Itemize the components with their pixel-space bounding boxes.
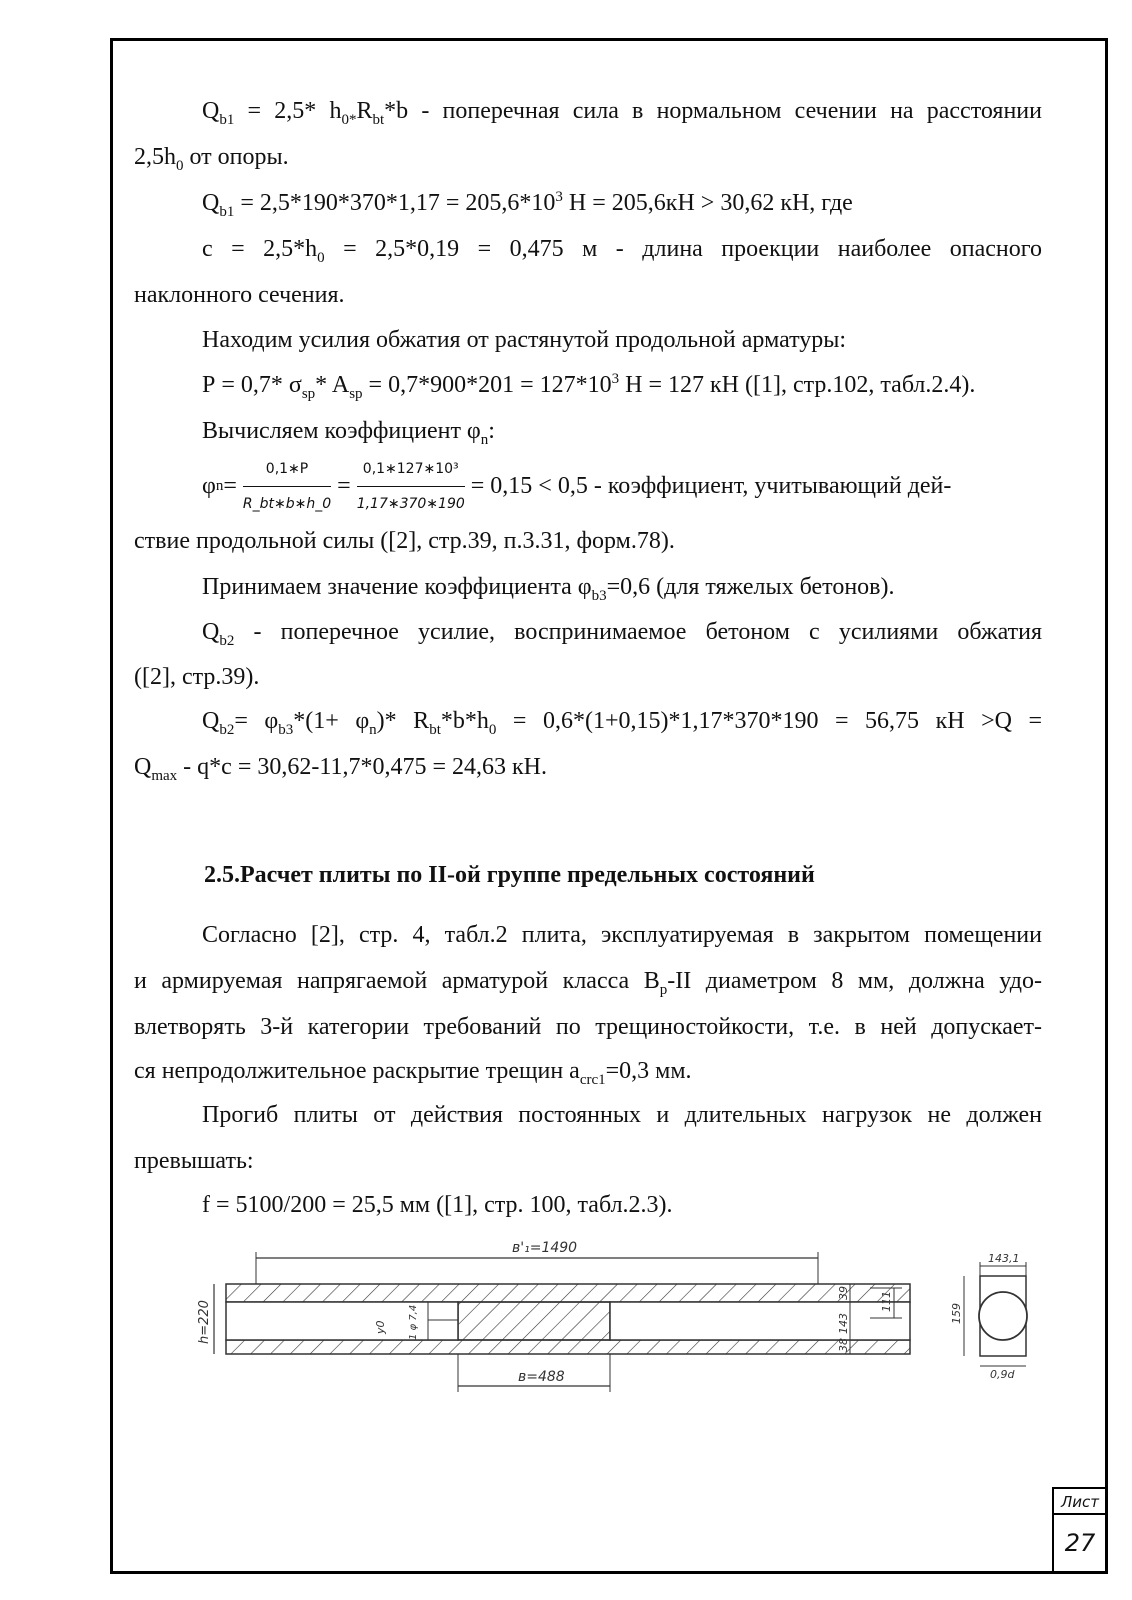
line3-cont: наклонного сечения. (134, 282, 345, 308)
section-heading: 2.5.Расчет плиты по II-ой группе предельных состояний (204, 862, 815, 888)
dim-w1: 1 φ 7,4 (408, 1304, 419, 1340)
top-flange (226, 1284, 910, 1302)
line6: Вычисляем коэффициент $\varphi_n$: (202, 418, 495, 448)
dim-143: 143 (837, 1313, 850, 1334)
line10: $Q_{b2}= \varphi_{b3}*(1+ \varphi_n)*$ $R_{bt}*b*h_0 = 0,6*(1+0,15)*1,17*370*190 = 56,75$ кН >Q = (202, 708, 1043, 738)
web (458, 1302, 610, 1340)
line4: Находим усилия обжатия от растянутой продольной арматуры: (202, 327, 847, 353)
para2-line3: влетворять 3-й категории требований по трещиностойкости, т.е. в ней допускает- (134, 1014, 1042, 1040)
para1-line1: $Q_{b1} = 2,5*$ $h_{0*}R_{bt}*b$ - поперечная сила в нормальном сечении на расстоянии (202, 98, 1042, 128)
dim-circle-height: 159 (950, 1303, 963, 1324)
line8: Принимаем значение коэффициента $\varphi_{b3}=0,6$ (для тяжелых бетонов). (202, 574, 895, 604)
line9-cont: ([2], стр.39). (134, 664, 260, 690)
bottom-flange (226, 1340, 910, 1354)
para1-line2: $2,5h_0$ от опоры. (134, 144, 289, 174)
line9: $Q_{b2}$ - поперечное усилие, воспринимаемое бетоном с усилиями обжатия (202, 619, 1042, 649)
line2: $Q_{b1} = 2,5*190*370*1,17 = 205,6*10^3$ Н = 205,6кН > 30,62 кН, где (202, 189, 853, 220)
dim-b-top: в'₁=1490 (512, 1240, 578, 1256)
fraction-1: $\frac{0,1∗P}{R\_bt∗b∗h\_0}$ (243, 454, 331, 519)
dim-circle-diameter: 0,9d (990, 1368, 1015, 1381)
dim-circle-width: 143,1 (988, 1252, 1020, 1265)
para2-line4: ся непродолжительное раскрытие трещин $a_{crc1}=0,3$ мм. (134, 1058, 692, 1088)
para2-line2: и армируемая напрягаемой арматурой класса $В_р-II$ диаметром 8 мм, должна удо- (134, 968, 1042, 998)
formula-cont: ствие продольной силы ([2], стр.39, п.3.31, форм.78). (134, 528, 675, 554)
line10-cont: $Q_{max} - q*c = 30,62-11,7*0,475 = 24,63$ кН. (134, 754, 547, 784)
sheet-stamp (1052, 1487, 1106, 1571)
sheet-number: 27 (1052, 1515, 1106, 1571)
dim-h: h=220 (197, 1300, 212, 1344)
dim-38: 38 (837, 1338, 850, 1352)
line3: $с = 2,5*h_0 = 2,5*0,19 = 0,475$ м - длина проекции наиболее опасного (202, 236, 1042, 266)
sheet-label: Лист (1052, 1487, 1106, 1515)
para3-line2: превышать: (134, 1148, 254, 1174)
dim-b-bottom: в=488 (518, 1369, 565, 1385)
para2-line1: Согласно [2], стр. 4, табл.2 плита, эксплуатируемая в закрытом помещении (202, 922, 1042, 948)
para3-line1: Прогиб плиты от действия постоянных и длительных нагрузок не должен (202, 1102, 1042, 1128)
line5: Р = 0,7* $\sigma_{sp}*$ $A_{sp} = 0,7*900*201 = 127*10^3$ Н = 127 кН ([1], стр.102, табл.2.4). (202, 371, 976, 402)
slab-cross-section-drawing (190, 1236, 1060, 1436)
dim-111: 111 (880, 1291, 893, 1312)
dim-y0: y0 (374, 1320, 387, 1334)
void-circle (979, 1292, 1027, 1340)
para3-line3: f = 5100/200 = 25,5 мм ([1], стр. 100, табл.2.3). (202, 1192, 673, 1218)
fraction-2: $\frac{\text{0,1∗127∗10³}}{1,17∗370∗190}$ (357, 454, 465, 519)
dim-39: 39 (837, 1286, 850, 1300)
formula-line: φ n = $\frac{0,1∗P}{R\_bt∗b∗h\_0}$ = $\frac{\text{0,1∗127∗10³}}{1,17∗370∗190}$ = 0,15 < 0,5 - коэффициент, учитывающий дей- (202, 458, 951, 514)
